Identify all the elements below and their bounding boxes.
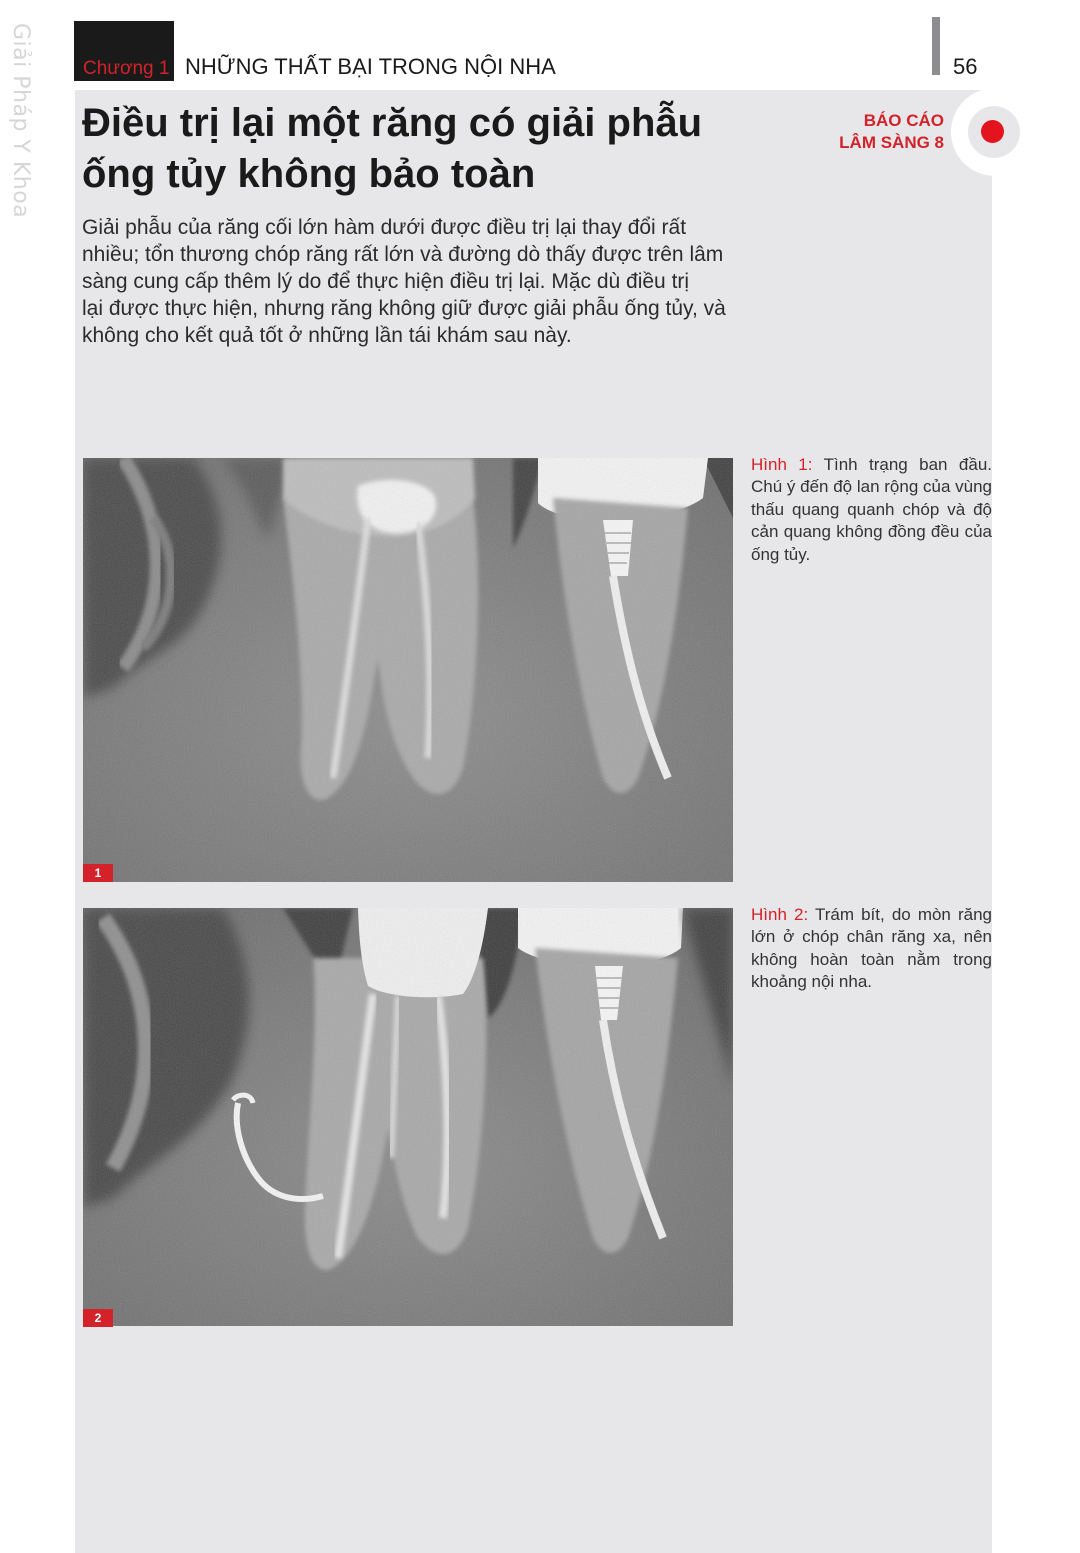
case-report-label [806,110,944,154]
side-brand: Giải Pháp Y Khoa [8,23,33,219]
intro-paragraph [82,214,734,349]
figure-number-badge: 2 [83,1309,113,1327]
xray-figure-1 [83,458,733,882]
caption-text: Tình trạng ban đầu. Chú ý đến độ lan rộng của vùng thấu quang quanh chóp và độ cản quang không đồng đều của ống tủy. [751,455,993,564]
figure-caption-2 [751,904,992,994]
chapter-title: NHỮNG THẤT BẠI TRONG NỘI NHA [185,54,556,79]
case-label-line1: BÁO CÁO [863,111,944,130]
page-number: 56 [953,54,978,79]
xray-figure-2 [83,908,733,1326]
xray-image-2 [83,908,733,1326]
intro-line: Giải phẫu của răng cối lớn hàm dưới được điều trị lại thay đổi rất [82,216,687,239]
chapter-label: Chương 1 [83,58,170,79]
intro-line: lại được thực hiện, nhưng răng không giữ được giải phẫu ống tủy, và [82,297,726,320]
article-title [82,98,782,200]
title-line: Điều trị lại một răng có giải phẫu [82,101,703,145]
title-line: ống tủy không bảo toàn [82,152,536,196]
intro-line: nhiều; tổn thương chóp răng rất lớn và đường dò thấy được trên lâm [82,243,724,266]
case-marker-dot [981,120,1004,143]
intro-line: sàng cung cấp thêm lý do để thực hiện điều trị lại. Mặc dù điều trị [82,270,690,293]
case-label-line2: LÂM SÀNG 8 [839,133,944,152]
caption-label: Hình 2: [751,905,809,924]
caption-text: Trám bít, do mòn răng lớn ở chóp chân răng xa, nên không hoàn toàn nằm trong khoảng nội nha. [751,905,993,992]
caption-label: Hình 1: [751,455,813,474]
intro-line: không cho kết quả tốt ở những lần tái khám sau này. [82,324,572,347]
figure-caption-1 [751,454,992,566]
xray-image-1 [83,458,733,882]
figure-number-badge: 1 [83,864,113,882]
right-margin [992,0,1080,1553]
page-number-bar [932,17,940,75]
